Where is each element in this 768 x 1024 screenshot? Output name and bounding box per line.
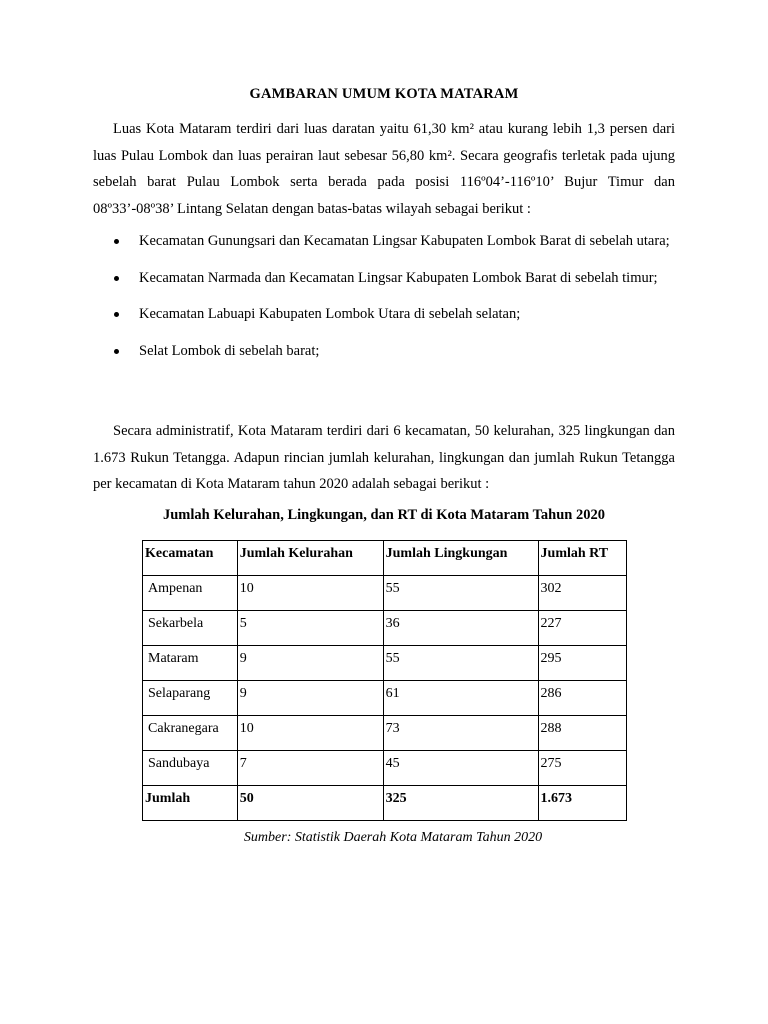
list-item <box>93 338 675 365</box>
bullet-icon <box>114 349 119 354</box>
table-row <box>143 646 627 681</box>
data-table <box>142 540 627 821</box>
column-header: Jumlah Kelurahan <box>237 541 383 576</box>
bullet-icon <box>114 276 119 281</box>
table-cell: 288 <box>538 716 626 751</box>
table-row <box>143 611 627 646</box>
list-item-text: Selat Lombok di sebelah barat; <box>139 342 320 359</box>
table-cell: 227 <box>538 611 626 646</box>
table-cell: 7 <box>237 751 383 786</box>
table-cell: 36 <box>383 611 538 646</box>
table-row <box>143 576 627 611</box>
table-cell: 73 <box>383 716 538 751</box>
table-cell: Sandubaya <box>143 751 238 786</box>
table-total-row <box>143 786 627 821</box>
table-cell: 55 <box>383 646 538 681</box>
table-cell: 9 <box>237 646 383 681</box>
table-cell: 55 <box>383 576 538 611</box>
column-header: Kecamatan <box>143 541 238 576</box>
table-cell: 325 <box>383 786 538 821</box>
table-cell: 10 <box>237 716 383 751</box>
administrative-paragraph: Secara administratif, Kota Mataram terdiri dari 6 kecamatan, 50 kelurahan, 325 lingkungan dan 1.673 Rukun Tetangga. Adapun rincian jumlah kelurahan, lingkungan dan jumlah Rukun Tetangga per kecamatan di Kota Mataram tahun 2020 adalah sebagai berikut : <box>93 423 675 492</box>
table-cell: Selaparang <box>143 681 238 716</box>
table-cell: 295 <box>538 646 626 681</box>
table-cell: 1.673 <box>538 786 626 821</box>
table-row <box>143 716 627 751</box>
list-item-text: Kecamatan Labuapi Kabupaten Lombok Utara di sebelah selatan; <box>139 306 521 322</box>
table-header-row <box>143 541 627 576</box>
list-item <box>93 228 675 255</box>
table-cell: Ampenan <box>143 576 238 611</box>
bullet-icon <box>114 312 119 317</box>
table-row <box>143 751 627 786</box>
table-cell: Cakranegara <box>143 716 238 751</box>
table-cell: 286 <box>538 681 626 716</box>
table-row <box>143 681 627 716</box>
list-item <box>93 301 675 328</box>
table-cell: 302 <box>538 576 626 611</box>
bullet-icon <box>114 239 119 244</box>
table-cell: 50 <box>237 786 383 821</box>
list-item-text: Kecamatan Narmada dan Kecamatan Lingsar Kabupaten Lombok Barat di sebelah timur; <box>139 269 658 286</box>
list-item-text: Kecamatan Gunungsari dan Kecamatan Lingsar Kabupaten Lombok Barat di sebelah utara; <box>139 233 670 249</box>
table-cell: 10 <box>237 576 383 611</box>
table-cell: 9 <box>237 681 383 716</box>
column-header: Jumlah Lingkungan <box>383 541 538 576</box>
list-item <box>93 265 675 292</box>
column-header: Jumlah RT <box>538 541 626 576</box>
table-cell: 61 <box>383 681 538 716</box>
page-title: GAMBARAN UMUM KOTA MATARAM <box>249 86 519 102</box>
table-cell: 45 <box>383 751 538 786</box>
table-cell: Mataram <box>143 646 238 681</box>
table-cell: Sekarbela <box>143 611 238 646</box>
table-cell: 275 <box>538 751 626 786</box>
intro-paragraph: Luas Kota Mataram terdiri dari luas daratan yaitu 61,30 km² atau kurang lebih 1,3 persen dari luas Pulau Lombok dan luas perairan laut sebesar 56,80 km². Secara geografis terletak pada ujung sebelah barat Pulau Lombok serta berada pada posisi 116º04’-116º10’ Bujur Timur dan 08º33’-08º38’ Lintang Selatan dengan batas-batas wilayah sebagai berikut : <box>93 121 675 217</box>
table-title: Jumlah Kelurahan, Lingkungan, dan RT di Kota Mataram Tahun 2020 <box>162 507 605 523</box>
source-caption: Sumber: Statistik Daerah Kota Mataram Tahun 2020 <box>243 830 543 845</box>
table-cell: Jumlah <box>143 786 238 821</box>
boundary-list <box>93 228 675 364</box>
table-cell: 5 <box>237 611 383 646</box>
